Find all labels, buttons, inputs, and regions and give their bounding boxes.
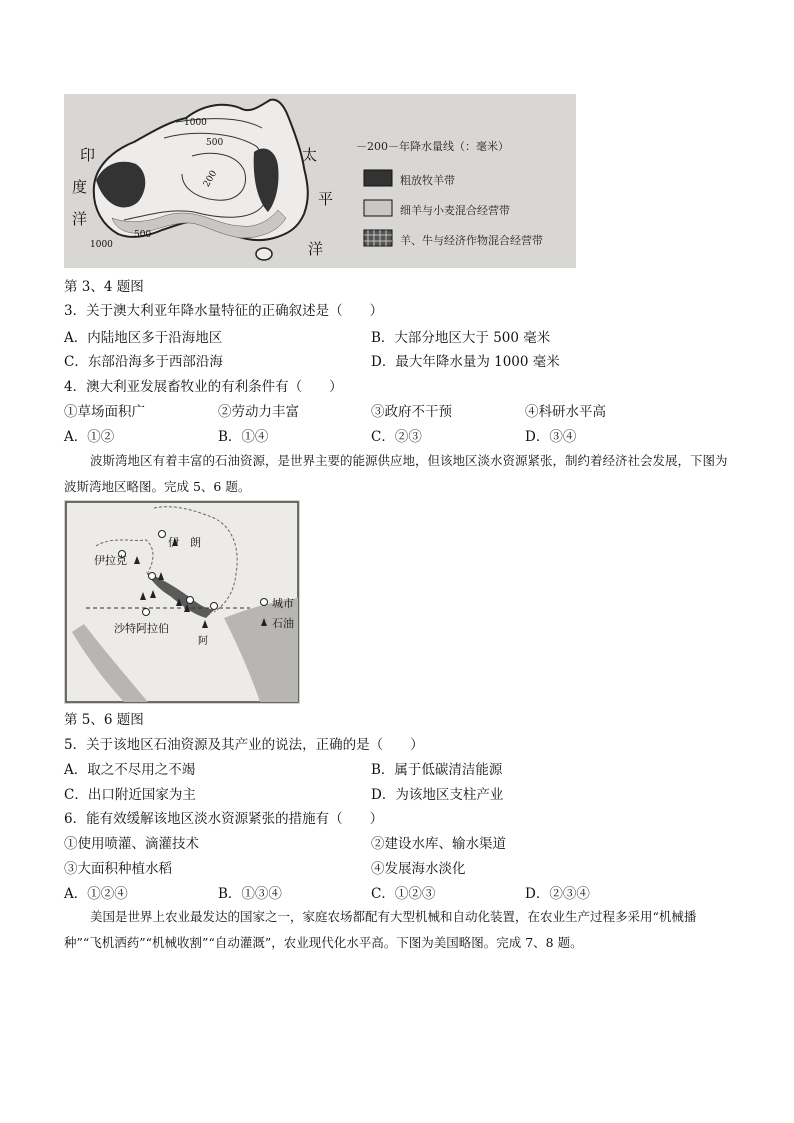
city-muscat [211, 603, 218, 610]
q6-item-3: ③大面积种植水稻 [64, 861, 172, 877]
isohyet-label-1000-top: 1000 [184, 118, 207, 128]
indian-ocean-label-1: 印 [80, 146, 96, 164]
isohyet-label-1000-left: 1000 [90, 240, 113, 250]
legend-swatch-dots [364, 200, 392, 216]
legend-oil-label: 石油 [272, 617, 294, 630]
city-tehran [159, 531, 166, 538]
figure1-caption: 第 3、4 题图 [64, 279, 144, 295]
q4-item-4: ④科研水平高 [525, 404, 606, 420]
indian-ocean-label-3: 洋 [72, 210, 88, 228]
q6-item-2: ②建设水库、输水渠道 [371, 836, 506, 852]
q6-option-c[interactable]: C．①②③ [371, 886, 436, 902]
q3-option-a[interactable]: A．内陆地区多于沿海地区 [64, 330, 223, 346]
oman-label: 阿 [198, 636, 208, 647]
q6-item-4: ④发展海水淡化 [371, 861, 466, 877]
q3-option-c[interactable]: C．东部沿海多于西部沿海 [64, 354, 223, 370]
isohyet-label-500-bottom: 500 [134, 230, 152, 240]
q5-option-d[interactable]: D．为该地区支柱产业 [371, 787, 504, 803]
q3-option-d[interactable]: D．最大年降水量为 1000 毫米 [371, 354, 560, 370]
pacific-ocean-label-3: 洋 [308, 240, 324, 258]
q4-option-c[interactable]: C．②③ [371, 429, 422, 445]
q5-option-a[interactable]: A．取之不尽用之不竭 [64, 762, 196, 778]
q6-option-a[interactable]: A．①②④ [64, 886, 128, 902]
persian-gulf-map [64, 500, 300, 704]
pacific-ocean-label-2: 平 [318, 190, 334, 208]
tasmania [256, 248, 272, 260]
q4-option-a[interactable]: A．①② [64, 429, 115, 445]
legend-mixed-crops: 羊、牛与经济作物混合经营带 [400, 234, 543, 247]
q3-stem: 3．关于澳大利亚年降水量特征的正确叙述是（ ） [64, 303, 384, 319]
q4-stem: 4．澳大利亚发展畜牧业的有利条件有（ ） [64, 379, 343, 395]
passage-5-6: 波斯湾地区有着丰富的石油资源，是世界主要的能源供应地，但该地区淡水资源紧张，制约着经济社会发展，下图为波斯湾地区略图。完成 5、6 题。 [64, 453, 728, 494]
isohyet-label-200: 200 [201, 169, 220, 189]
q4-item-2: ②劳动力丰富 [218, 404, 299, 420]
iran-label: 伊 朗 [168, 536, 201, 549]
q4-item-1: ①草场面积广 [64, 404, 145, 420]
legend-city-label: 城市 [272, 597, 294, 610]
legend-wheat-sheep: 细羊与小麦混合经营带 [400, 204, 510, 217]
saudi-label: 沙特阿拉伯 [114, 622, 169, 635]
passage-7-8: 美国是世界上农业最发达的国家之一，家庭农场都配有大型机械和自动化装置，在农业生产过程多采用“机械播种”“飞机洒药”“机械收割”“自动灌溉”，农业现代化水平高。下图为美国略图。完成 7、8 题。 [64, 909, 697, 950]
isohyet-legend: －200－年降水量线（：毫米） [356, 140, 509, 153]
isohyet-label-500-top: 500 [206, 138, 224, 148]
legend-city-symbol [261, 599, 268, 606]
city-riyadh [143, 609, 150, 616]
legend-swatch-hatch [364, 170, 392, 186]
persian-gulf-figure [64, 500, 300, 704]
q4-option-b[interactable]: B．①④ [218, 429, 269, 445]
q3-option-b[interactable]: B．大部分地区大于 500 毫米 [371, 330, 551, 346]
q6-item-1: ①使用喷灌、滴灌技术 [64, 836, 199, 852]
q5-stem: 5．关于该地区石油资源及其产业的说法，正确的是（ ） [64, 737, 424, 753]
legend-rough-grazing: 粗放牧羊带 [400, 174, 455, 187]
figure2-caption: 第 5、6 题图 [64, 712, 144, 728]
q6-option-d[interactable]: D．②③④ [525, 886, 590, 902]
q6-option-b[interactable]: B．①③④ [218, 886, 282, 902]
q6-stem: 6．能有效缓解该地区淡水资源紧张的措施有（ ） [64, 811, 384, 827]
q5-option-b[interactable]: B．属于低碳清洁能源 [371, 762, 503, 778]
q4-option-d[interactable]: D．③④ [525, 429, 577, 445]
q5-option-c[interactable]: C．出口附近国家为主 [64, 787, 196, 803]
indian-ocean-label-2: 度 [72, 178, 88, 196]
australia-figure [64, 94, 576, 268]
city-doha [187, 597, 194, 604]
city-kuwait [149, 573, 156, 580]
q4-item-3: ③政府不干预 [371, 404, 452, 420]
pacific-ocean-label-1: 太 [302, 146, 318, 164]
iraq-label: 伊拉克 [94, 554, 127, 567]
